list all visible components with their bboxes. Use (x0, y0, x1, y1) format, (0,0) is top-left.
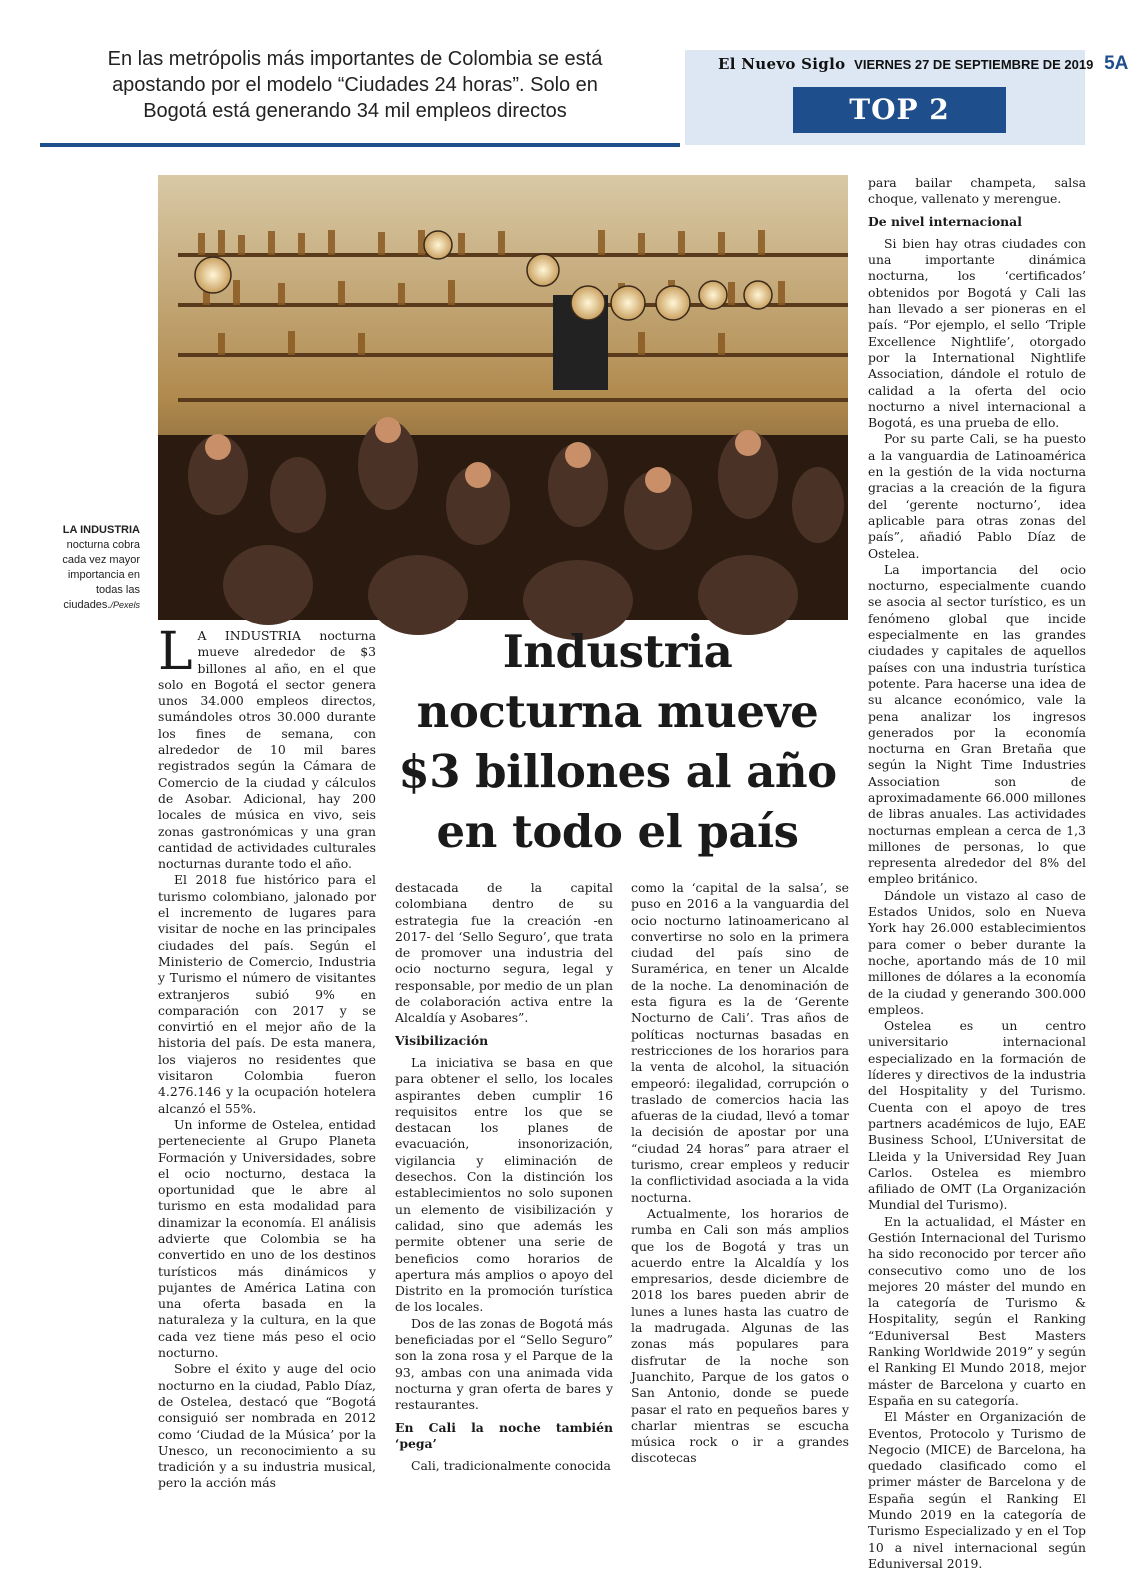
article-column-3 (631, 880, 849, 1467)
paragraph: Actualmente, los horarios de rumba en Cali son más amplios que los de Bogotá y tras un acuerdo entre la Alcaldía y los empresarios, desde diciembre de 2018 los bares pueden abrir de lunes a lunes hasta las cuatro de la madrugada. Algunas de las zonas más populares para disfrutar de la noche son Juanchito, Parque de los gatos o San Antonio, donde se puede pasar el rato en pequeños bares y charlar mientras se escucha música rock o ir a grandes discotecas (631, 1205, 849, 1466)
article-column-4 (868, 175, 1086, 1572)
paragraph: Por su parte Cali, se ha puesto a la vanguardia de Latinoamérica en la gestión de la vida nocturna gracias a la creación de la figura del ‘gerente nocturno’, idea aplicable para otras zonas del país”, añadió Pablo Díaz de Ostelea. (868, 431, 1086, 561)
article-column-1 (158, 622, 376, 1492)
caption-lead: LA INDUSTRIA (62, 524, 140, 536)
paragraph: Ostelea es un centro universitario internacional especializado en la formación de líderes y directivos de la industria del Hospitality y del Turismo. Cuenta con el apoyo de tres partners académicos de lujo, EAE Business School, L’Universitat de Lleida y la Universidad Rey Juan Carlos. Ostelea es miembro afiliado de OMT (La Organización Mundial del Turismo). (868, 1018, 1086, 1213)
bar-photo (158, 175, 848, 620)
photo-credit: /Pexels (110, 600, 140, 610)
paragraph: Si bien hay otras ciudades con una importante dinámica nocturna, los ‘certificados’ obtenidos por Bogotá y Cali las han llevado a ser pioneras en el país. “Por ejemplo, el sello ‘Triple Excellence Nightlife’, otorgado por la International Nightlife Association, dándole el rotulo de calidad a la oferta del ocio nocturno a nivel internacional a Bogotá, es una prueba de ello. (868, 235, 1086, 431)
newspaper-name: El Nuevo Siglo (718, 55, 846, 73)
photo-caption (40, 523, 140, 613)
article-column-2 (395, 880, 613, 1474)
paragraph: destacada de la capital colombiana dentro de su estrategia fue la creación -en 2017- del ‘Sello Seguro’, que trata de promover una industria del ocio nocturno segura, legal y responsable, por medio de un plan de colaboración activa entre la Alcaldía y Asobares”. (395, 880, 613, 1026)
caption-text: nocturna cobra cada vez mayor importancia en todas las ciudades./Pexels (62, 539, 140, 611)
page-number: 5A (1104, 53, 1128, 74)
paragraph: La importancia del ocio nocturno, especialmente cuando se asocia al sector turístico, es un fenómeno global que incide especialmente en las grandes ciudades y capitales de aquellos países con una industria turística potente. Para hacerse una idea de su alcance económico, vale la pena analizar los ingresos generados por la economía nocturna en Gran Bretaña que según la Night Time Industries Association son de aproximadamente 66.000 millones de libras anuales. Las actividades nocturnas emplean a cerca de 1,3 millones de personas, lo que representa alrededor del 8% del empleo británico. (868, 561, 1086, 887)
subheading: De nivel internacional (868, 213, 1022, 229)
paragraph: para bailar champeta, salsa choque, vallenato y merengue. (868, 175, 1086, 207)
bar-photo-illustration (158, 175, 848, 620)
section-badge: TOP 2 (793, 87, 1006, 133)
paragraph: El 2018 fue histórico para el turismo colombiano, jalonado por el incremento de lugares para visitar de noche en las principales ciudades del país. Según el Ministerio de Comercio, Industria y Turismo el número de visitantes extranjeros subió 9% en comparación con 2017 y se convirtió en el mejor año de la historia del país. De esta manera, los viajeros no residentes que visitaron Colombia fueron 4.276.146 y la ocupación hotelera alcanzó el 55%. (158, 872, 376, 1116)
paragraph: Sobre el éxito y auge del ocio nocturno en la ciudad, Pablo Díaz, de Ostelea, destacó que “Bogotá consiguió ser nombrada en 2012 como ‘Ciudad de la Música’ por la Unesco, un reconocimiento a su tradición y a su industria musical, pero la acción más (158, 1361, 376, 1491)
paragraph: En la actualidad, el Máster en Gestión Internacional del Turismo ha sido reconocido por tercer año consecutivo como uno de los mejores 20 máster del mundo en la categoría de Turismo & Hospitality, según el Ranking “Eduniversal Best Masters Ranking Worldwide 2019” y según el Ranking El Mundo 2018, mejor máster de Barcelona y cuarto en España en su categoría. (868, 1213, 1086, 1408)
paragraph: Dos de las zonas de Bogotá más beneficiadas por el “Sello Seguro” son la zona rosa y el Parque de la 93, ambas con una animada vida nocturna y gran oferta de bares y restaurantes. (395, 1315, 613, 1413)
kicker-divider (40, 143, 680, 147)
paragraph: El Máster en Organización de Eventos, Protocolo y Turismo de Negocio (MICE) de Barcelona, ha quedado clasificado como el primer máster de Barcelona y de España según el Ranking El Mundo 2019 en la categoría de Turismo Especializado y en el Top 10 a nivel internacional según Eduniversal 2019. (868, 1409, 1086, 1571)
subheading: En Cali la noche también ‘pega’ (395, 1419, 613, 1451)
kicker-text: En las metrópolis más importantes de Colombia se está apostando por el modelo “Ciudades 24 horas”. Solo en Bogotá está generando 34 mil empleos directos (107, 48, 603, 122)
subheading: Visibilización (395, 1032, 489, 1048)
paragraph: Cali, tradicionalmente conocida (411, 1458, 611, 1474)
paragraph: Un informe de Ostelea, entidad perteneciente al Grupo Planeta Formación y Universidades, sobre el ocio nocturno, destaca la oportunidad que le abre al turismo en esta modalidad para dinamizar la economía. El análisis advierte que Colombia se ha convertido en uno de los destinos turísticos más dinámicos y pujantes de América Latina con una oferta basada en la naturaleza y la cultura, en la que cada vez tiene más peso el ocio nocturno. (158, 1116, 376, 1361)
paragraph: La iniciativa se basa en que para obtener el sello, los locales aspirantes deben cumplir 16 requisitos entre los que se destacan los planes de evacuación, insonorización, vigilancia y eliminación de desechos. Con la distinción los establecimientos no solo suponen un elemento de visibilización y calidad, sino que además les permite obtener una serie de beneficios como horarios de apertura más amplios o apoyo del Distrito en la promoción turística de los locales. (395, 1054, 613, 1315)
paragraph: Dándole un vistazo al caso de Estados Unidos, solo en Nueva York hay 26.000 establecimientos para comer o beber durante la noche, aportando más de 10 mil millones de dólares a la economía de la ciudad y generando 300.000 empleos. (868, 887, 1086, 1017)
paragraph: como la ‘capital de la salsa’, se puso en 2016 a la vanguardia del ocio nocturno latinoamericano al convertirse no solo en la primera ciudad del país sino de Suramérica, en tener un Alcalde de la noche. La denominación de esta figura es la de ‘Gerente Nocturno de Cali’. Tras años de políticas nocturnas basadas en restricciones de los horarios para la venta de alcohol, la situación empeoró: ilegalidad, corrupción o traslado de comercios hacia las afueras de la ciudad, llevó a tomar la decisión de apostar por una “ciudad 24 horas” para atraer el turismo, crear empleos y reducir la conflictividad asociada a la vida nocturna. (631, 880, 849, 1205)
drop-cap: L (158, 622, 193, 682)
issue-date: VIERNES 27 DE SEPTIEMBRE DE 2019 (854, 57, 1094, 72)
article-headline: Industria nocturna mueve $3 billones al año en todo el país (398, 625, 837, 858)
page-header-line (718, 53, 1128, 75)
lead-paragraph: L A INDUSTRIA nocturna mueve alrededor de $3 billones al año, en el que solo en Bogotá el sector genera unos 34.000 empleos directos, sumándoles otros 30.000 durante los fines de semana, con alrededor de 10 mil bares registrados según la Cámara de Comercio de la ciudad y cálculos de Asobar. Adicional, hay 200 locales de música en vivo, seis zonas gastronómicas y una gran cantidad de actividades culturales nocturnas durante todo el año. (158, 622, 376, 872)
